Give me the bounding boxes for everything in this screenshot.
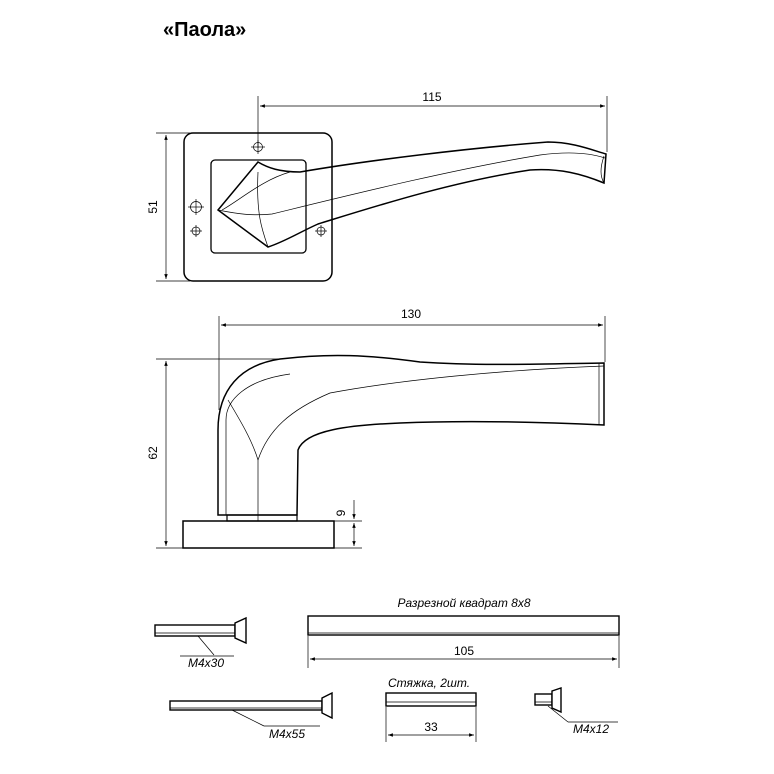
page-title: «Паола» [163, 19, 247, 41]
dim-top-length: 115 [422, 90, 442, 104]
dim-side-height: 62 [146, 446, 160, 460]
lever-top [218, 142, 606, 247]
rose-side [183, 521, 334, 548]
dim-rose-thickness: 9 [334, 509, 348, 517]
screw-hole-icon [190, 225, 202, 237]
screw-long-part [170, 693, 332, 741]
dim-side-length: 130 [400, 307, 422, 321]
screw-short-label: М4х30 [188, 656, 225, 670]
connector-label: Стяжка, 2шт. [388, 676, 471, 690]
screw-small-part [535, 688, 618, 736]
top-view [146, 90, 607, 281]
dim-spindle-length: 105 [453, 644, 475, 658]
dim-top-height: 51 [146, 200, 160, 214]
screw-long-label: М4х55 [269, 727, 306, 741]
lever-side [218, 355, 604, 515]
rose-outer [184, 133, 332, 281]
side-view [146, 307, 605, 548]
screw-small-label: М4х12 [573, 722, 610, 736]
connector-part [386, 676, 476, 742]
screw-hole-icon [315, 225, 327, 237]
spindle-part [308, 596, 619, 668]
dim-connector-length: 33 [424, 720, 438, 734]
screw-short-part [155, 618, 246, 670]
screw-hole-icon [188, 199, 204, 215]
spindle-label: Разрезной квадрат 8х8 [397, 596, 531, 610]
